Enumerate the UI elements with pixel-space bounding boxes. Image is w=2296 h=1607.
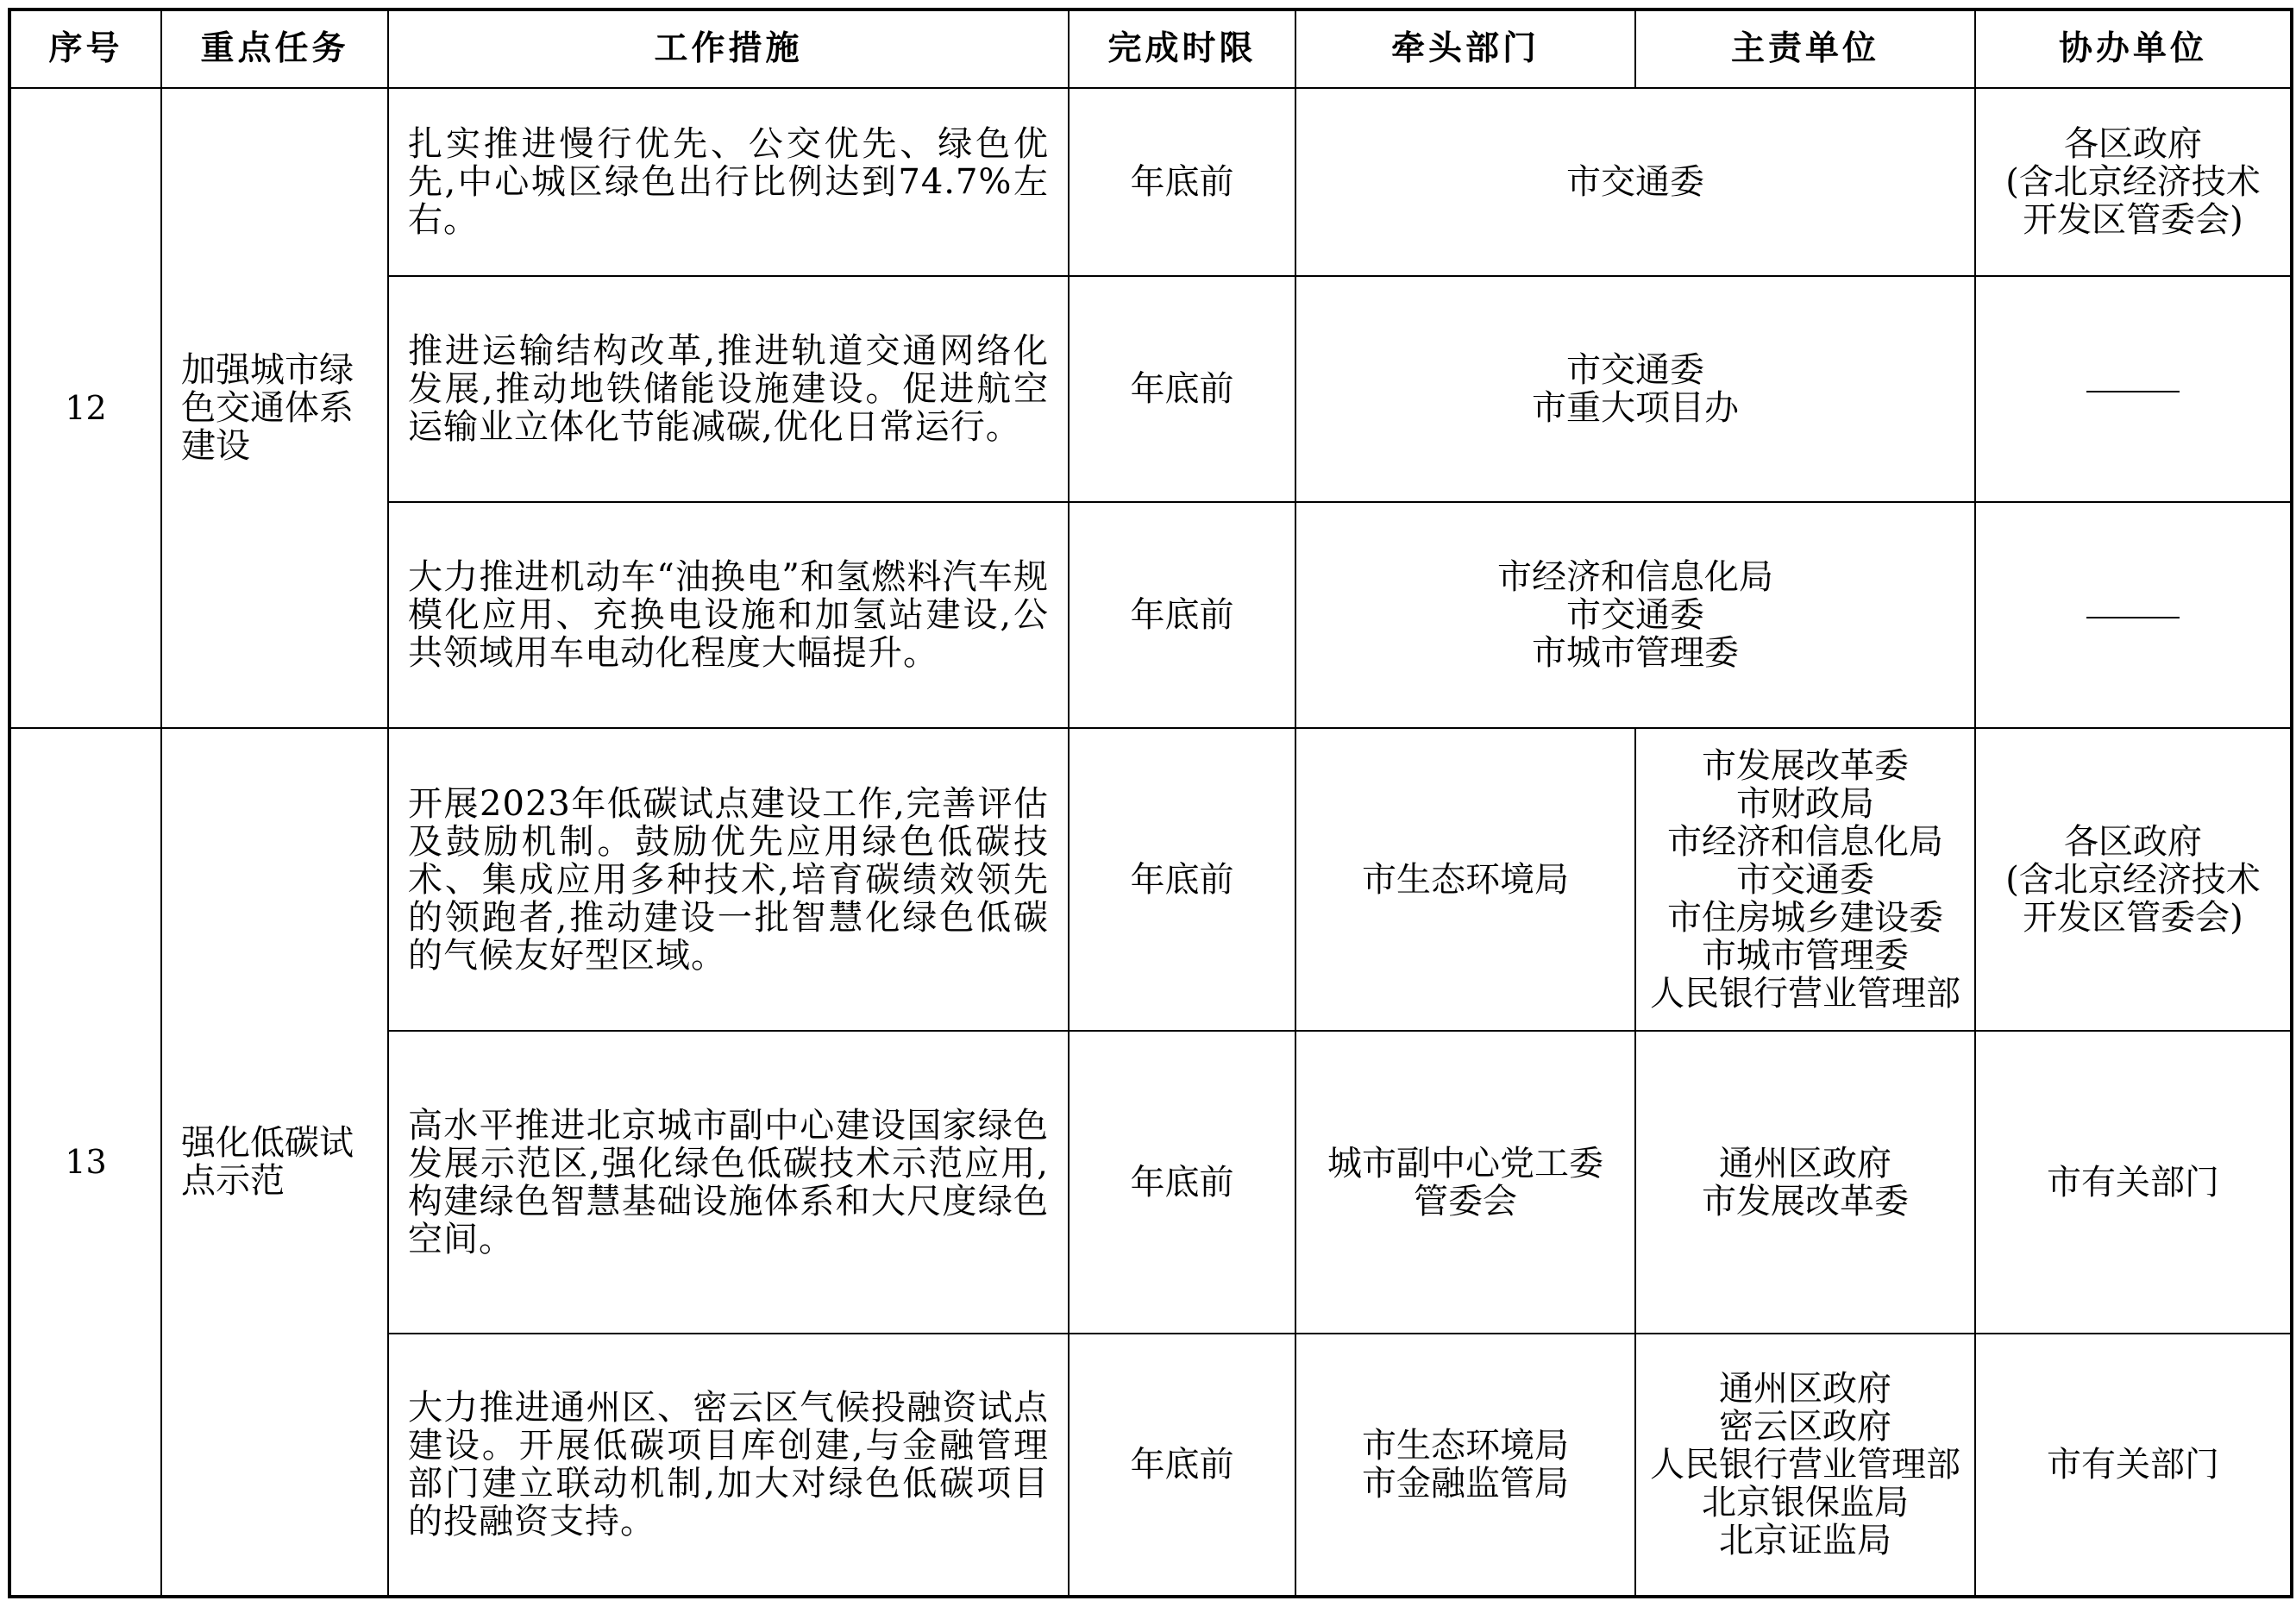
responsible-line: 市住房城乡建设委 (1667, 897, 1943, 938)
lead-dept-line: 市经济和信息化局 (1497, 557, 1773, 597)
responsible-unit-cell (1635, 728, 1975, 1031)
assist-cell (1975, 728, 2292, 1031)
assist-cell (1975, 1031, 2292, 1334)
deadline-cell: 年底前 (1069, 276, 1295, 502)
measure-cell: 大力推进机动车“油换电”和氢燃料汽车规模化应用、充换电设施和加氢站建设,公共领域用车电动化程度大幅提升。 (388, 502, 1069, 728)
deadline-cell: 年底前 (1069, 1031, 1295, 1334)
deadline-cell: 年底前 (1069, 88, 1295, 276)
table-row (9, 728, 2292, 1031)
assist-line: 开发区管委会) (2023, 200, 2243, 240)
deadline-cell: 年底前 (1069, 728, 1295, 1031)
responsible-line: 通州区政府 (1719, 1143, 1891, 1183)
measure-cell: 高水平推进北京城市副中心建设国家绿色发展示范区,强化绿色低碳技术示范应用,构建绿色智慧基础设施体系和大尺度绿色空间。 (388, 1031, 1069, 1334)
header-responsible-unit: 主责单位 (1635, 9, 1975, 88)
assist-line: 市有关部门 (2047, 1445, 2219, 1485)
header-assist-unit: 协办单位 (1975, 9, 2292, 88)
responsible-line: 人民银行营业管理部 (1650, 973, 1960, 1014)
lead-responsible-cell (1295, 88, 1975, 276)
seq-cell: 12 (9, 88, 161, 728)
seq-cell: 13 (9, 728, 161, 1597)
responsible-line: 北京证监局 (1719, 1521, 1891, 1560)
assist-cell (1975, 276, 2292, 502)
header-measure: 工作措施 (388, 9, 1069, 88)
assist-line: 各区政府 (2064, 821, 2202, 862)
responsible-unit-cell (1635, 1031, 1975, 1334)
header-row (9, 9, 2292, 88)
lead-dept-line: 城市副中心党工委 (1327, 1143, 1603, 1183)
responsible-unit-cell (1635, 1334, 1975, 1597)
responsible-line: 市城市管理委 (1702, 935, 1909, 976)
empty-dash (2086, 391, 2180, 392)
responsible-line: 北京银保监局 (1702, 1483, 1909, 1522)
lead-dept-line: 市重大项目办 (1532, 388, 1739, 428)
lead-dept-line: 市金融监管局 (1362, 1464, 1569, 1503)
assist-line: 开发区管委会) (2023, 897, 2243, 938)
measure-cell: 推进运输结构改革,推进轨道交通网络化发展,推动地铁储能设施建设。促进航空运输业立体化节能减碳,优化日常运行。 (388, 276, 1069, 502)
assist-cell (1975, 502, 2292, 728)
assist-line: (含北京经济技术 (2005, 162, 2261, 202)
responsible-line: 密云区政府 (1719, 1407, 1891, 1447)
lead-dept-line: 市生态环境局 (1362, 859, 1569, 900)
lead-dept-line: 市交通委 (1566, 595, 1704, 635)
lead-dept-cell (1295, 1031, 1635, 1334)
header-deadline: 完成时限 (1069, 9, 1295, 88)
task-cell: 加强城市绿色交通体系建设 (161, 88, 388, 728)
table-row (9, 88, 2292, 276)
lead-dept-line: 市城市管理委 (1532, 633, 1739, 673)
responsible-line: 通州区政府 (1719, 1369, 1891, 1409)
assist-cell (1975, 1334, 2292, 1597)
lead-dept-line: 管委会 (1414, 1181, 1517, 1221)
responsible-line: 市经济和信息化局 (1667, 821, 1943, 862)
responsible-line: 市发展改革委 (1702, 1181, 1909, 1221)
lead-dept-cell (1295, 1334, 1635, 1597)
deadline-cell: 年底前 (1069, 502, 1295, 728)
measure-cell: 大力推进通州区、密云区气候投融资试点建设。开展低碳项目库创建,与金融管理部门建立联动机制,加大对绿色低碳项目的投融资支持。 (388, 1334, 1069, 1597)
assist-line: 市有关部门 (2047, 1162, 2219, 1202)
lead-responsible-cell (1295, 502, 1975, 728)
lead-dept-line: 市交通委 (1566, 162, 1704, 202)
empty-dash (2086, 617, 2180, 618)
lead-dept-cell (1295, 728, 1635, 1031)
assist-line: (含北京经济技术 (2005, 859, 2261, 900)
responsible-line: 人民银行营业管理部 (1650, 1445, 1960, 1485)
task-table (8, 8, 2293, 1598)
responsible-line: 市发展改革委 (1702, 745, 1909, 786)
assist-line: 各区政府 (2064, 124, 2202, 164)
responsible-line: 市财政局 (1736, 783, 1874, 824)
measure-cell: 扎实推进慢行优先、公交优先、绿色优先,中心城区绿色出行比例达到74.7%左右。 (388, 88, 1069, 276)
lead-dept-line: 市生态环境局 (1362, 1426, 1569, 1466)
header-lead-dept: 牵头部门 (1295, 9, 1635, 88)
assist-cell (1975, 88, 2292, 276)
deadline-cell: 年底前 (1069, 1334, 1295, 1597)
header-seq: 序号 (9, 9, 161, 88)
measure-cell: 开展2023年低碳试点建设工作,完善评估及鼓励机制。鼓励优先应用绿色低碳技术、集成应用多种技术,培育碳绩效领先的领跑者,推动建设一批智慧化绿色低碳的气候友好型区域。 (388, 728, 1069, 1031)
responsible-line: 市交通委 (1736, 859, 1874, 900)
lead-dept-line: 市交通委 (1566, 350, 1704, 390)
task-cell: 强化低碳试点示范 (161, 728, 388, 1597)
header-task: 重点任务 (161, 9, 388, 88)
lead-responsible-cell (1295, 276, 1975, 502)
